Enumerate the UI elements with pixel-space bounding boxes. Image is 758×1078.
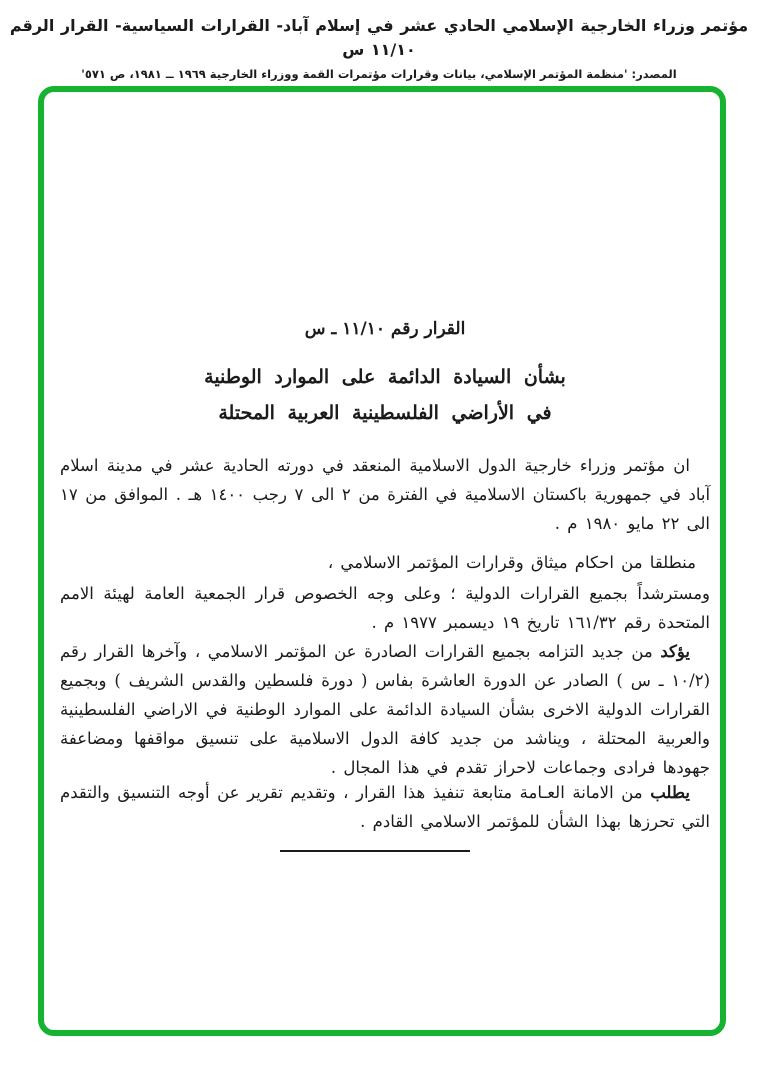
paragraph-text: ومسترشداً بجميع القرارات الدولية ؛ وعلى وجه الخصوص قرار الجمعية العامة لهيئة الامم المتحدة رقم ١٦١/٣٢ تاريخ ١٩ ديسمبر ١٩٧٧ م . (60, 584, 710, 632)
header-source-line: المصدر: 'منظمة المؤتمر الإسلامي، بيانات وقرارات مؤتمرات القمة ووزراء الخارجية ١٩٦٩ ــ ١٩٨١، ص ٥٧١' (81, 67, 677, 81)
paragraph-un-resolution (60, 579, 710, 637)
paragraph-text: من جديد التزامه بجميع القرارات الصادرة عن المؤتمر الاسلامي ، وآخرها القرار رقم (١٠/٢ ـ س ) الصادر عن الدورة العاشرة بفاس ( دورة فلسطين والقدس الشريف ) وبجميع القرارات الدولية الاخرى بشأن السيادة الدائمة على الموارد الوطنية في الاراضي الفلسطينية والعربية المحتلة ، ويناشد من جديد كافة الدول الاسلامية على تنسيق مواقفها ومضاعفة جهودها فرادى وجماعات لاحراز تقدم في هذا المجال . (60, 642, 710, 777)
resolution-subject-line-2: في الأراضي الفلسطينية العربية المحتلة (218, 402, 552, 424)
document-body (60, 92, 710, 852)
paragraph-text: من الامانة العـامة متابعة تنفيذ هذا القرار ، وتقديم تقرير عن أوجه التنسيق والتقدم التي تحرزها بهذا الشأن للمؤتمر الاسلامي القادم . (60, 783, 710, 831)
paragraph-reaffirmation (60, 637, 710, 782)
paragraph-preamble (60, 451, 710, 538)
end-divider-rule (280, 850, 470, 852)
paragraph-charter (60, 548, 710, 577)
resolution-number-title: القرار رقم ١١/١٠ ـ س (304, 319, 466, 339)
header-conference-line: مؤتمر وزراء الخارجية الإسلامي الحادي عشر في إسلام آباد- القرارات السياسية- القرار الرقم ١١/١٠ س (9, 16, 749, 59)
resolution-subject-line-1: بشأن السيادة الدائمة على الموارد الوطنية (204, 366, 566, 388)
page-header (0, 14, 758, 82)
paragraph-lead-word: يطلب (650, 783, 690, 802)
paragraph-text: ان مؤتمر وزراء خارجية الدول الاسلامية المنعقد في دورته الحادية عشر في مدينة اسلام آباد في جمهورية باكستان الاسلامية في الفترة من ٢ الى ٧ رجب ١٤٠٠ هـ . الموافق من ١٧ الى ٢٢ مايو ١٩٨٠ م . (60, 456, 711, 533)
paragraph-secretariat-request (60, 778, 710, 836)
paragraph-lead-word: يؤكد (660, 642, 690, 661)
paragraph-text: منطلقا من احكام ميثاق وقرارات المؤتمر الاسلامي ، (327, 553, 696, 572)
